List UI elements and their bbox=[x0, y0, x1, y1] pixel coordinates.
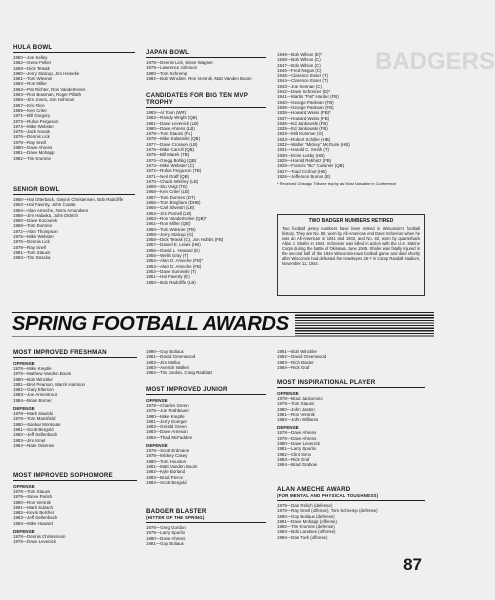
alan-ameche-list bbox=[277, 503, 425, 540]
most-improved-freshman-section bbox=[13, 349, 137, 448]
list-item: 1934—Milt Kummer (G) bbox=[277, 131, 324, 137]
list-item: 1970—Chuck Winfrey (LB) bbox=[146, 178, 199, 184]
list-item: 1967—Eric Rice bbox=[13, 102, 45, 108]
most-inspirational-section bbox=[277, 379, 425, 468]
retired-numbers-box bbox=[277, 214, 425, 296]
mvp-continued-list bbox=[277, 52, 425, 179]
list-item: 1952—Hal Faverty, John Coatta bbox=[13, 202, 76, 208]
list-item: 1933—Robert Schiller (HB) bbox=[277, 136, 331, 142]
list-item: 1984—Dan Turk (offense) bbox=[277, 534, 328, 540]
list-item: 1983—Averick Walker bbox=[146, 364, 190, 370]
list-item: 1972—Alan Thompson bbox=[13, 228, 58, 234]
junior-heading: MOST IMPROVED JUNIOR bbox=[146, 386, 266, 395]
junior-offense-list bbox=[146, 403, 266, 440]
list-item: 1953—Alan D. Ameche (FB) bbox=[146, 263, 202, 269]
list-item: 1971—Neil Graff (QB) bbox=[146, 173, 190, 179]
list-item: 1956—David L. Howard (E) bbox=[146, 247, 200, 253]
list-item: 1978—Mike Kalasmiki (QB) bbox=[146, 136, 200, 142]
list-item: 1974—Mike Webster bbox=[13, 123, 54, 129]
inspirational-heading: MOST INSPIRATIONAL PLAYER bbox=[277, 379, 425, 388]
japan-bowl-list bbox=[146, 60, 266, 81]
sophomore-offense-list bbox=[13, 489, 137, 526]
list-item: 1980—John Jasten bbox=[277, 406, 315, 412]
list-item: 1962—Ron Miller bbox=[13, 81, 47, 87]
page-title: SPRING FOOTBALL AWARDS bbox=[12, 313, 295, 336]
sophomore-defense-list bbox=[13, 534, 137, 545]
list-item: 1983—Joe Armentrout bbox=[13, 392, 57, 398]
list-item: 1983—Tim Stracka bbox=[13, 255, 51, 261]
list-item: 1979—Dave Ahrens bbox=[277, 435, 317, 441]
list-item: 1982—Jeff Dellenbach bbox=[13, 432, 58, 438]
sophomore-defense-label: DEFENSE bbox=[13, 529, 35, 535]
list-item: 1981—Dave Mohapp (offense) bbox=[277, 518, 337, 524]
list-item: 1980—Mike Kreptle bbox=[146, 413, 185, 419]
list-item: 1980—Guy Boliaux bbox=[146, 349, 184, 354]
list-item: 1954—Alan D. Ameche (FB)* bbox=[146, 258, 204, 264]
junior-offense-label: OFFENSE bbox=[146, 398, 168, 403]
list-item: 1980—Dave Ahrens bbox=[13, 145, 53, 151]
list-item: 1976—Dennis Lick bbox=[13, 134, 50, 140]
list-item: 1928—Francis "Bo" Cuisinier (QB) bbox=[277, 163, 345, 169]
list-item: 1982—Clint Sims bbox=[277, 451, 311, 457]
list-item: 1935—Ed Jankowski (FB) bbox=[277, 126, 328, 132]
junior-defense-list bbox=[146, 448, 266, 485]
list-item: 1982—Kyle Borland bbox=[146, 469, 186, 475]
list-item: 1984—Brad Grabow bbox=[277, 462, 318, 468]
list-item: 1929—Harold Rebholz (FB) bbox=[277, 157, 332, 163]
freshman-defense-list bbox=[13, 411, 137, 448]
list-item: 1951—Hal Faverty (E) bbox=[146, 274, 190, 280]
list-item: 1968—Ken Criter (LB) bbox=[146, 189, 190, 195]
list-item: 1941—Martin "Pat" Harder (FB) bbox=[277, 94, 339, 100]
list-item: 1931—Harold C. Smith (T) bbox=[277, 147, 329, 153]
list-item: 1927—Toad Crofoot (HB) bbox=[277, 168, 327, 174]
list-item: 1983—Rich Baxter bbox=[277, 359, 314, 365]
badger-blaster-sub: (HITTER OF THE SPRING) bbox=[146, 515, 205, 520]
list-item: 1960—Tom Wiesner (FB) bbox=[146, 226, 196, 232]
ghost-watermark: BADGERS bbox=[375, 48, 495, 75]
list-item: 1981—Mark Subach bbox=[13, 504, 54, 510]
retired-numbers-text: Two football jersey numbers have been retired in Wisconsin's football history. They are No. 80, worn by All-American end Dave Schreiner when he was an All-American in 1941 and 1942, and No. 83, worn by quarterback Allan J. Shafer in 1944. Schreiner was killed in action with the U.S. Marine Corps during the battle of Okinawa, June 1945. Shafer was fatally injured in the second half of the 1944 Wisconsin-Iowa football game and died shortly after Wisconsin had defeated the Hawkeyes 26-7 in Camp Randall stadium, November 11, 1944. bbox=[282, 226, 420, 266]
list-item: 1975—Bill Marek (TB) bbox=[146, 152, 190, 158]
list-item: 1982—Jim Melka bbox=[146, 359, 180, 365]
list-item: 1980—Dave Levenick bbox=[277, 441, 320, 447]
list-item: 1976—Dennis Lick bbox=[13, 239, 50, 245]
list-item: 1978—Brad Jackomino bbox=[277, 396, 323, 401]
list-item: 1981—Matt Vanden Boom bbox=[146, 463, 198, 469]
senior-bowl-heading: SENIOR BOWL bbox=[13, 186, 135, 195]
list-item: 1960—Dave Kocourek bbox=[13, 218, 58, 224]
list-item: 1982—Kevin Belcher bbox=[13, 510, 55, 516]
list-item: 1982—Tim Krumrie bbox=[13, 155, 51, 161]
list-item: 1944—Clarence Esser (T) bbox=[277, 78, 328, 84]
list-item: 1978—Charles Green bbox=[146, 403, 189, 408]
list-item: 1978—Mike Kreptle bbox=[13, 366, 52, 371]
list-item: 1984—Scott Bergold bbox=[146, 479, 187, 485]
list-item: 1950—Joe Kelley bbox=[13, 55, 48, 60]
list-item: 1982—Bob Winckler, Ron Versnik, Matt Vanden Boom bbox=[146, 75, 252, 81]
list-item: 1961—Ron Miller (QB) bbox=[146, 221, 191, 227]
list-item: 1979—Tom Mansfield bbox=[13, 416, 56, 422]
list-item: 1982—Randy Wright (QB) bbox=[146, 115, 198, 121]
list-item: 1952—Dave Suminski (T) bbox=[146, 268, 197, 274]
list-item: 1981—Dave Levenick (LB) bbox=[146, 120, 199, 126]
list-item: 1979—Ray Snell bbox=[13, 139, 46, 145]
list-item: 1983—Dave Arneson bbox=[146, 429, 188, 435]
list-item: 1949—Bob Wilson (E)* bbox=[277, 52, 323, 57]
inspirational-defense-list bbox=[277, 430, 425, 467]
list-item: 1980—Bob Winckler bbox=[13, 376, 54, 382]
list-item: 1937—Howard Weiss (FB) bbox=[277, 115, 330, 121]
list-item: 1983—Rick Graf bbox=[277, 456, 310, 462]
list-item: 1936—Ed Jankowski (FB) bbox=[277, 120, 328, 126]
list-item: 1969—Stu Voigt (TE) bbox=[146, 184, 188, 190]
list-item: 1972—Rufus Ferguson (TB) bbox=[146, 168, 202, 174]
list-item: 1955—Wells Gray (T) bbox=[146, 253, 189, 259]
list-item: 1983—Al Toon (WR) bbox=[146, 110, 187, 115]
list-item: 1965—Carl Silvestri (LB) bbox=[146, 205, 195, 211]
list-item: 1981—Jerry Doerger bbox=[146, 418, 187, 424]
list-item: 1981—David Greenwood bbox=[146, 354, 196, 360]
list-item: 1967—Tom Domres (DT) bbox=[146, 194, 196, 200]
list-item: 1950—Hal Otterback, Gwynn Christensen, Bob Radcliffe bbox=[13, 197, 124, 202]
list-item: 1952—Gene Felker bbox=[13, 60, 52, 66]
list-item: 1983—Bob Landsee (offense) bbox=[277, 529, 336, 535]
list-item: 1939—George Paskvan (FB) bbox=[277, 104, 334, 110]
list-item: 1950—Bob Radcliffe (LB) bbox=[146, 279, 196, 285]
list-item: 1979—Lawrence Johnson bbox=[146, 65, 198, 71]
right-top-list-section bbox=[277, 349, 425, 370]
list-item: 1984—Tim Jordan, Craig Raddatz bbox=[146, 370, 213, 376]
list-item: 1964—Ron Bowman, Roger Pillath bbox=[13, 92, 82, 98]
hula-bowl-heading: HULA BOWL bbox=[13, 44, 135, 53]
list-item: 1979—Ray Snell (offense), Tom Schremp (defense) bbox=[277, 508, 378, 514]
list-item: 1979—Tom Stauss bbox=[277, 401, 315, 407]
list-item: 1980—Sankar Montoute bbox=[13, 421, 61, 427]
list-item: 1964—Jim Purnell (LB) bbox=[146, 210, 192, 216]
list-item: 1979—Joe Rothbauer bbox=[146, 408, 189, 414]
list-item: 1981—Tom Stauss bbox=[13, 249, 51, 255]
list-item: 1982—Gary Ellerson bbox=[13, 387, 54, 393]
list-item: 1981—Scott Bergold bbox=[13, 426, 54, 432]
list-item: 1975—Jack Novak bbox=[13, 129, 50, 135]
list-item: 1981—Bob Winckler bbox=[277, 349, 318, 354]
list-item: 1959—Jerry Stalcup (G) bbox=[146, 231, 194, 237]
list-item: 1974—Gregg Bohlig (QB) bbox=[146, 157, 197, 163]
list-item: 1984—Brian Borner bbox=[13, 397, 52, 403]
japan-bowl-section bbox=[146, 49, 266, 81]
mvp-continued-section bbox=[277, 52, 425, 186]
list-item: 1984—Nate Odomes bbox=[13, 442, 55, 448]
badger-blaster-section bbox=[146, 509, 266, 546]
alan-ameche-heading bbox=[277, 487, 425, 501]
list-item: 1948—Bob Wilson (C) bbox=[277, 57, 321, 63]
list-item: 1980—Tom Houston bbox=[146, 458, 187, 464]
list-item: 1978—Dan Relich (defense) bbox=[277, 503, 333, 508]
most-improved-sophomore-section bbox=[13, 472, 137, 545]
list-item: 1982—David Greenwood bbox=[277, 354, 327, 360]
list-item: 1954—Alan Ameche, Norm Amundsen bbox=[13, 207, 89, 213]
sophomore-heading: MOST IMPROVED SOPHOMORE bbox=[13, 472, 137, 481]
list-item: 1984—Thad McFadden bbox=[146, 434, 193, 440]
list-item: 1984—Rick Graf bbox=[277, 364, 310, 370]
inspirational-defense-label: DEFENSE bbox=[277, 425, 299, 431]
sophomore-offense-label: OFFENSE bbox=[13, 484, 35, 489]
list-item: 1940—George Paskvan (FB) bbox=[277, 99, 334, 105]
list-item: 1978—Scott Erdmann bbox=[146, 448, 190, 454]
list-item: 1947—Bob Wilson (C) bbox=[277, 62, 321, 68]
list-item: 1926—Jefferson Burrus (E) bbox=[277, 173, 331, 179]
right-top-list bbox=[277, 349, 425, 370]
list-item: 1973—Mike Webster (C) bbox=[146, 162, 195, 168]
list-item: 1942—Dave Schreiner (E)* bbox=[277, 89, 331, 95]
list-item: 1983—Jim Kmet bbox=[13, 437, 46, 443]
list-item: 1966—Tom Bingham (DHB) bbox=[146, 200, 201, 206]
list-item: 1965—Jim Jones, Jon Hohman bbox=[13, 97, 75, 103]
list-item: 1980—Ron Versnik bbox=[13, 499, 51, 505]
list-item: 1982—John Williams bbox=[277, 417, 319, 423]
list-item: 1938—Howard Weiss (FB)* bbox=[277, 110, 331, 116]
list-item: 1943—Joe Keenan (C) bbox=[277, 83, 322, 89]
list-item: 1979—Dave Levenick bbox=[13, 539, 56, 545]
list-item: 1977—Dave Crossen (LB) bbox=[146, 141, 198, 147]
badger-blaster-heading bbox=[146, 509, 266, 523]
list-item: 1982—Tim Krumrie (defense) bbox=[277, 524, 335, 530]
list-item: 1978—Mark Sawicki bbox=[13, 411, 54, 417]
big-ten-mvp-list bbox=[146, 110, 266, 285]
mvp-footnote: * Received Chicago Tribune trophy as Most Valuable in Conference bbox=[277, 181, 397, 187]
japan-bowl-heading: JAPAN BOWL bbox=[146, 49, 266, 58]
list-item: 1981—Larry Spurlin bbox=[277, 446, 317, 452]
senior-bowl-list bbox=[13, 197, 135, 261]
hula-bowl-section bbox=[13, 44, 135, 161]
list-item: 1973—Rufus Ferguson bbox=[13, 118, 59, 124]
middle-top-list bbox=[146, 349, 266, 375]
list-item: 1981—Bret Pearson, Marck Harrison bbox=[13, 381, 85, 387]
alan-ameche-title: ALAN AMECHE AWARD bbox=[277, 486, 351, 493]
junior-defense-label: DEFENSE bbox=[146, 443, 168, 449]
alan-ameche-sub: (FOR MENTAL AND PHYSICAL TOUGHNESS) bbox=[277, 493, 379, 498]
list-item: 1980—Tom Schremp bbox=[146, 70, 188, 76]
list-item: 1959—Dick Teteak bbox=[13, 65, 50, 71]
list-item: 1979—Ray Snell bbox=[13, 244, 46, 250]
list-item: 1946—Fred Negus (C) bbox=[277, 67, 322, 73]
list-item: 1979—Mathew Vanden Boom bbox=[13, 371, 72, 377]
middle-top-list-section bbox=[146, 349, 266, 375]
list-item: 1981—Guy Boliaux bbox=[146, 540, 184, 546]
list-item: 1930—Ernie Lusby (HB) bbox=[277, 152, 325, 158]
list-item: 1983—Brad Pierce bbox=[146, 474, 184, 480]
big-ten-mvp-heading: CANDIDATES FOR BIG TEN MVP TROPHY bbox=[146, 92, 266, 108]
list-item: 1932—Walter "Mickey" McGuire (HB) bbox=[277, 142, 350, 148]
list-item: 1958—Dick Teteak (C), Jon Hobbs (FB) bbox=[146, 237, 224, 243]
list-item: 1945—Clarence Esser (T) bbox=[277, 73, 328, 79]
freshman-offense-list bbox=[13, 366, 137, 403]
list-item: 1978—Dennis Christenson bbox=[13, 534, 66, 540]
list-item: 1975—Mike Webster bbox=[13, 234, 54, 240]
list-item: 1957—Daniel E. Lewis (HB) bbox=[146, 242, 201, 248]
freshman-offense-label: OFFENSE bbox=[13, 361, 35, 366]
page-number: 87 bbox=[403, 555, 422, 574]
list-item: 1981—Dave Mohapp bbox=[13, 150, 55, 156]
inspirational-offense-list bbox=[277, 396, 425, 422]
list-item: 1982—Gerald Green bbox=[146, 424, 187, 430]
badger-blaster-title: BADGER BLASTER bbox=[146, 508, 207, 515]
most-improved-junior-section bbox=[146, 386, 266, 485]
list-item: 1978—Tom Stauss bbox=[13, 489, 51, 494]
list-item: 1983—Jeff Dellenbach bbox=[13, 515, 58, 521]
alan-ameche-section bbox=[277, 487, 425, 540]
list-item: 1978—Dennis Lick, Steve Wagner bbox=[146, 60, 213, 65]
list-item: 1978—Greg Gordon bbox=[146, 525, 186, 530]
list-item: 1968—Tom Domres bbox=[13, 223, 53, 229]
list-item: 1979—Steve Parish bbox=[13, 494, 53, 500]
list-item: 1980—Guy Boliaux (defense) bbox=[277, 513, 335, 519]
freshman-defense-label: DEFENSE bbox=[13, 406, 35, 412]
hula-bowl-list bbox=[13, 55, 135, 161]
list-item: 1980—Dave Ahrens (LB) bbox=[146, 125, 195, 131]
list-item: 1960—Jerry Stalcup, Jim Heineke bbox=[13, 70, 80, 76]
list-item: 1980—Dave Ahrens bbox=[146, 535, 186, 541]
list-item: 1979—Larry Spurlin bbox=[146, 530, 186, 536]
list-item: 1978—Dave Ahrens bbox=[277, 430, 317, 436]
list-item: 1969—Ken Criter bbox=[13, 107, 47, 113]
list-item: 1984—Mike Howard bbox=[13, 520, 53, 526]
list-item: 1979—Mickey Casey bbox=[146, 453, 188, 459]
senior-bowl-section bbox=[13, 186, 135, 261]
inspirational-offense-label: OFFENSE bbox=[277, 391, 299, 396]
list-item: 1956—Jim Haluska, John Dittrich bbox=[13, 212, 78, 218]
freshman-heading: MOST IMPROVED FRESHMAN bbox=[13, 349, 137, 358]
list-item: 1963—Ron VanderKelen (QB)* bbox=[146, 215, 207, 221]
big-ten-mvp-section bbox=[146, 92, 266, 285]
list-item: 1976—Mike Carroll (QB) bbox=[146, 147, 195, 153]
retired-numbers-title: TWO BADGER NUMBERS RETIRED bbox=[308, 218, 394, 224]
list-item: 1979—Tom Stauss (FL) bbox=[146, 131, 193, 137]
list-item: 1971—Bill Gregory bbox=[13, 113, 51, 119]
badger-blaster-list bbox=[146, 525, 266, 546]
list-item: 1961—Tom Wiesner bbox=[13, 76, 53, 82]
list-item: 1981—Ron Versnik bbox=[277, 411, 315, 417]
list-item: 1963—Pat Richter, Ron VanderKelen bbox=[13, 86, 86, 92]
